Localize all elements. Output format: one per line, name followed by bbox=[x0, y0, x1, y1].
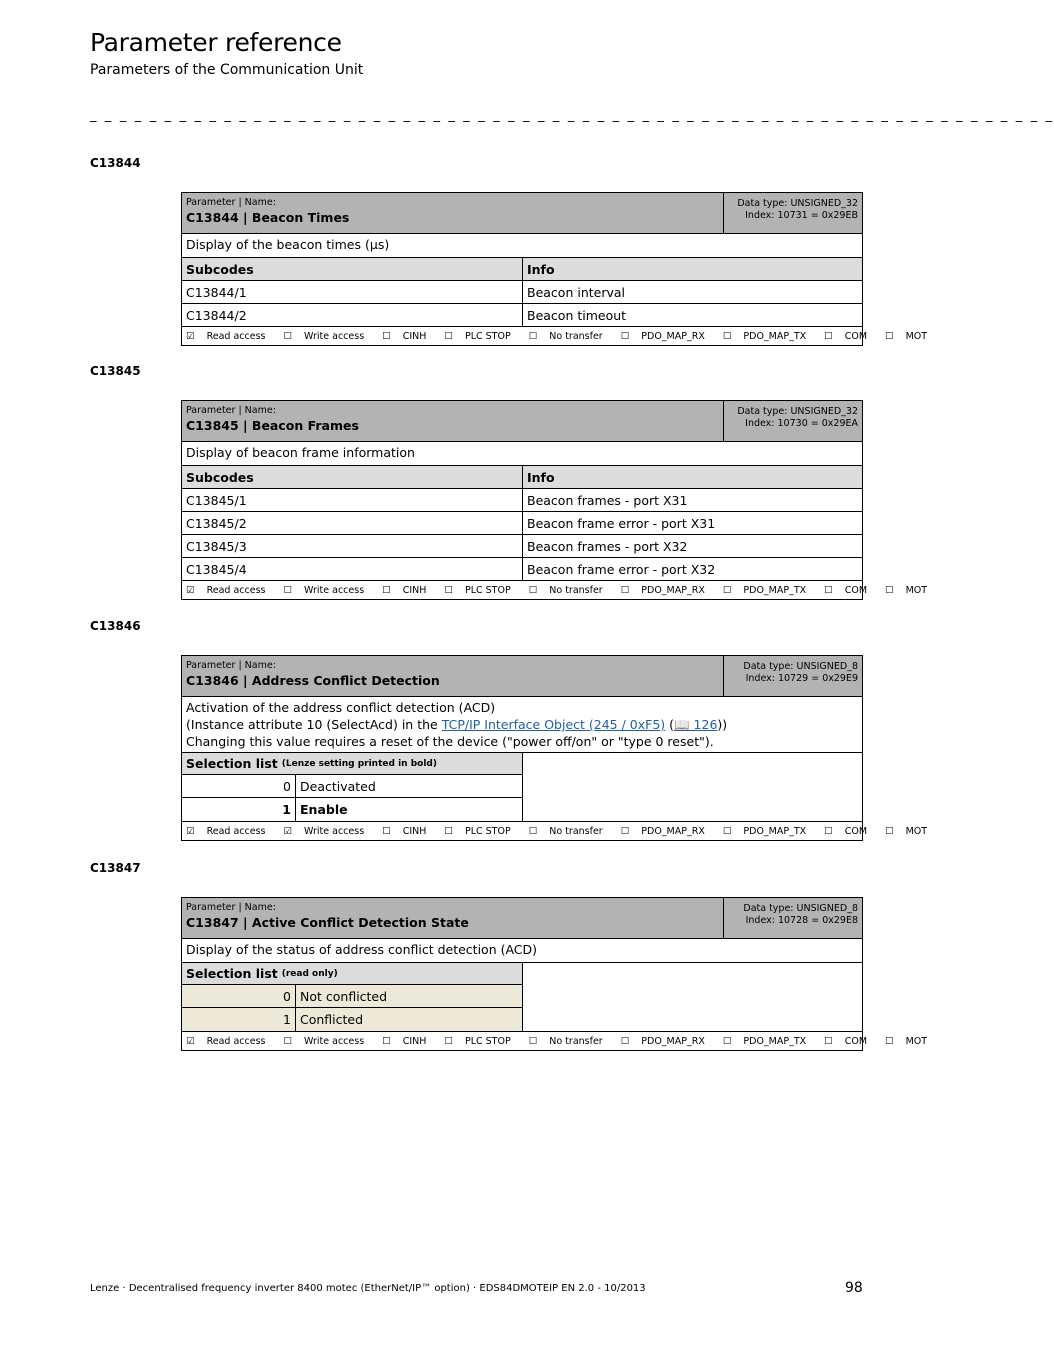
table-header bbox=[182, 898, 862, 938]
access-flags bbox=[182, 821, 928, 840]
table-row bbox=[182, 280, 862, 303]
table-header bbox=[182, 656, 862, 696]
subcode-info: Beacon frame error - port X32 bbox=[527, 561, 716, 577]
checkbox-unchecked-icon: ☐ bbox=[528, 330, 538, 342]
checkbox-unchecked-icon: ☐ bbox=[528, 584, 538, 596]
description-text: (Instance attribute 10 (SelectAcd) in the bbox=[186, 717, 442, 732]
param-table-c13844 bbox=[181, 192, 928, 346]
list-item bbox=[182, 798, 522, 821]
checkbox-unchecked-icon: ☐ bbox=[382, 825, 391, 837]
data-type: Data type: UNSIGNED_8 bbox=[743, 903, 858, 914]
table-row bbox=[182, 303, 862, 326]
section-label-c13844: C13844 bbox=[90, 156, 141, 170]
data-type: Data type: UNSIGNED_8 bbox=[743, 661, 858, 672]
table-row bbox=[182, 511, 862, 534]
page-title: Parameter reference bbox=[90, 28, 342, 57]
data-type: Data type: UNSIGNED_32 bbox=[737, 406, 858, 417]
subcode: C13844/1 bbox=[182, 281, 523, 303]
flag-read: Read access bbox=[206, 330, 266, 342]
checkbox-unchecked-icon: ☐ bbox=[824, 584, 833, 596]
checkbox-unchecked-icon: ☐ bbox=[824, 1035, 833, 1047]
access-flags bbox=[182, 580, 928, 599]
checkbox-unchecked-icon: ☐ bbox=[722, 584, 732, 596]
subcode: C13845/4 bbox=[182, 558, 523, 580]
checkbox-unchecked-icon: ☐ bbox=[382, 1035, 391, 1047]
flag-cinh: CINH bbox=[402, 825, 427, 837]
description-line bbox=[186, 716, 727, 733]
flag-mot: MOT bbox=[905, 825, 928, 837]
checkbox-unchecked-icon: ☐ bbox=[620, 584, 630, 596]
description-text: )) bbox=[717, 717, 728, 732]
selection-label: Selection list bbox=[186, 756, 278, 771]
description: Display of the status of address conflict detection (ACD) bbox=[186, 942, 538, 957]
param-name-label: Parameter | Name: bbox=[186, 405, 276, 416]
flag-cinh: CINH bbox=[402, 1035, 427, 1047]
flag-write: Write access bbox=[304, 584, 365, 596]
checkbox-unchecked-icon: ☐ bbox=[620, 330, 630, 342]
page-subtitle: Parameters of the Communication Unit bbox=[90, 62, 364, 78]
subcodes-header: Subcodes bbox=[182, 258, 523, 280]
flag-pdo-tx: PDO_MAP_TX bbox=[743, 825, 807, 837]
access-flags bbox=[182, 326, 928, 345]
description: Display of beacon frame information bbox=[186, 445, 415, 460]
table-row bbox=[182, 557, 862, 580]
item-value: 0 bbox=[182, 985, 296, 1007]
item-label: Conflicted bbox=[300, 1012, 364, 1027]
page-number: 98 bbox=[845, 1280, 863, 1296]
param-name: C13846 | Address Conflict Detection bbox=[186, 673, 440, 688]
selection-label: Selection list bbox=[186, 966, 278, 981]
flag-read: Read access bbox=[206, 1035, 266, 1047]
list-item bbox=[182, 985, 522, 1008]
flag-pdo-rx: PDO_MAP_RX bbox=[641, 1035, 705, 1047]
flag-no-transfer: No transfer bbox=[549, 330, 603, 342]
flag-pdo-tx: PDO_MAP_TX bbox=[743, 584, 807, 596]
checkbox-unchecked-icon: ☐ bbox=[283, 584, 292, 596]
index: Index: 10730 = 0x29EA bbox=[745, 418, 858, 429]
item-value: 1 bbox=[182, 798, 296, 821]
item-value: 0 bbox=[182, 775, 296, 797]
checkbox-checked-icon: ☑ bbox=[186, 1035, 195, 1047]
selection-list-header bbox=[182, 753, 522, 775]
item-value: 1 bbox=[182, 1008, 296, 1031]
flag-no-transfer: No transfer bbox=[549, 1035, 603, 1047]
item-label: Not conflicted bbox=[300, 988, 388, 1004]
checkbox-unchecked-icon: ☐ bbox=[824, 825, 833, 837]
flag-read: Read access bbox=[206, 584, 266, 596]
subcode-info: Beacon timeout bbox=[527, 307, 627, 323]
checkbox-unchecked-icon: ☐ bbox=[283, 330, 292, 342]
table-header bbox=[182, 193, 862, 233]
section-label-c13847: C13847 bbox=[90, 861, 141, 875]
footer-text: Lenze · Decentralised frequency inverter 8400 motec (EtherNet/IP™ option) · EDS84DMOTEIP EN 2.0 - 10/2013 bbox=[90, 1283, 646, 1294]
table-row bbox=[182, 488, 862, 511]
subcode: C13845/1 bbox=[182, 489, 523, 511]
checkbox-unchecked-icon: ☐ bbox=[885, 825, 894, 837]
flag-plc-stop: PLC STOP bbox=[464, 330, 511, 342]
access-flags bbox=[182, 1031, 928, 1050]
flag-plc-stop: PLC STOP bbox=[464, 584, 511, 596]
flag-pdo-rx: PDO_MAP_RX bbox=[641, 330, 705, 342]
flag-mot: MOT bbox=[905, 1035, 928, 1047]
checkbox-unchecked-icon: ☐ bbox=[283, 1035, 292, 1047]
checkbox-unchecked-icon: ☐ bbox=[444, 1035, 453, 1047]
flag-write: Write access bbox=[304, 330, 365, 342]
data-type: Data type: UNSIGNED_32 bbox=[737, 198, 858, 209]
checkbox-unchecked-icon: ☐ bbox=[444, 584, 453, 596]
subcode-info: Beacon interval bbox=[527, 284, 625, 300]
flag-cinh: CINH bbox=[402, 330, 427, 342]
selection-note: (read only) bbox=[281, 968, 338, 979]
flag-cinh: CINH bbox=[402, 584, 427, 596]
selection-list-header bbox=[182, 963, 522, 985]
description-text: ( bbox=[665, 717, 675, 732]
item-label: Enable bbox=[300, 802, 348, 817]
checkbox-checked-icon: ☑ bbox=[186, 330, 195, 342]
description: Display of the beacon times (µs) bbox=[186, 237, 390, 252]
flag-write: Write access bbox=[304, 1035, 365, 1047]
checkbox-checked-icon: ☑ bbox=[186, 584, 195, 596]
flag-no-transfer: No transfer bbox=[549, 584, 603, 596]
flag-plc-stop: PLC STOP bbox=[464, 1035, 511, 1047]
flag-com: COM bbox=[844, 825, 868, 837]
flag-pdo-rx: PDO_MAP_RX bbox=[641, 584, 705, 596]
subcode-info: Beacon frames - port X31 bbox=[527, 492, 688, 508]
param-name: C13847 | Active Conflict Detection State bbox=[186, 915, 469, 930]
checkbox-unchecked-icon: ☐ bbox=[824, 330, 833, 342]
subcode: C13844/2 bbox=[182, 304, 523, 326]
checkbox-unchecked-icon: ☐ bbox=[382, 584, 391, 596]
list-item bbox=[182, 1008, 522, 1031]
checkbox-checked-icon: ☑ bbox=[283, 825, 292, 837]
checkbox-unchecked-icon: ☐ bbox=[885, 584, 894, 596]
info-header: Info bbox=[527, 261, 555, 277]
flag-write: Write access bbox=[304, 825, 365, 837]
param-name: C13845 | Beacon Frames bbox=[186, 418, 359, 433]
checkbox-unchecked-icon: ☐ bbox=[722, 825, 732, 837]
table-row bbox=[182, 534, 862, 557]
param-table-c13846 bbox=[181, 655, 928, 841]
flag-mot: MOT bbox=[905, 330, 928, 342]
item-label: Deactivated bbox=[300, 778, 376, 794]
checkbox-unchecked-icon: ☐ bbox=[528, 1035, 538, 1047]
checkbox-unchecked-icon: ☐ bbox=[444, 330, 453, 342]
tcpip-object-link[interactable]: TCP/IP Interface Object (245 / 0xF5) bbox=[441, 717, 666, 732]
flag-mot: MOT bbox=[905, 584, 928, 596]
divider: _ _ _ _ _ _ _ _ _ _ _ _ _ _ _ _ _ _ _ _ _ _ _ _ _ _ _ _ _ _ _ _ _ _ _ _ _ _ _ _ _ _ _ _ _ _ _ _ _ _ _ _ _ _ _ _ _ _ _ _ _ _ _ _ _ bbox=[90, 108, 1054, 123]
flag-pdo-rx: PDO_MAP_RX bbox=[641, 825, 705, 837]
checkbox-checked-icon: ☑ bbox=[186, 825, 195, 837]
param-name-label: Parameter | Name: bbox=[186, 660, 276, 671]
index: Index: 10731 = 0x29EB bbox=[745, 210, 858, 221]
checkbox-unchecked-icon: ☐ bbox=[444, 825, 453, 837]
flag-com: COM bbox=[844, 330, 868, 342]
subcode: C13845/3 bbox=[182, 535, 523, 557]
checkbox-unchecked-icon: ☐ bbox=[885, 1035, 894, 1047]
checkbox-unchecked-icon: ☐ bbox=[620, 1035, 630, 1047]
param-name: C13844 | Beacon Times bbox=[186, 210, 350, 225]
description bbox=[182, 697, 731, 752]
checkbox-unchecked-icon: ☐ bbox=[885, 330, 894, 342]
checkbox-unchecked-icon: ☐ bbox=[722, 330, 732, 342]
subcode-info: Beacon frames - port X32 bbox=[527, 538, 688, 554]
checkbox-unchecked-icon: ☐ bbox=[722, 1035, 732, 1047]
flag-com: COM bbox=[844, 584, 868, 596]
flag-no-transfer: No transfer bbox=[549, 825, 603, 837]
param-table-c13847 bbox=[181, 897, 928, 1051]
subcode: C13845/2 bbox=[182, 512, 523, 534]
flag-com: COM bbox=[844, 1035, 868, 1047]
param-table-c13845 bbox=[181, 400, 928, 600]
subcodes-header: Subcodes bbox=[182, 466, 523, 488]
param-name-label: Parameter | Name: bbox=[186, 902, 276, 913]
flag-read: Read access bbox=[206, 825, 266, 837]
param-name-label: Parameter | Name: bbox=[186, 197, 276, 208]
flag-pdo-tx: PDO_MAP_TX bbox=[743, 1035, 807, 1047]
description-line: Changing this value requires a reset of the device ("power off/on" or "type 0 reset"). bbox=[186, 734, 714, 749]
flag-plc-stop: PLC STOP bbox=[464, 825, 511, 837]
description-line: Activation of the address conflict detection (ACD) bbox=[186, 700, 496, 715]
page-ref-link[interactable]: 📖 126 bbox=[674, 717, 718, 732]
selection-note: (Lenze setting printed in bold) bbox=[281, 758, 437, 769]
checkbox-unchecked-icon: ☐ bbox=[528, 825, 538, 837]
info-header: Info bbox=[527, 469, 555, 485]
flag-pdo-tx: PDO_MAP_TX bbox=[743, 330, 807, 342]
index: Index: 10728 = 0x29E8 bbox=[745, 915, 858, 926]
section-label-c13846: C13846 bbox=[90, 619, 141, 633]
checkbox-unchecked-icon: ☐ bbox=[382, 330, 391, 342]
section-label-c13845: C13845 bbox=[90, 364, 141, 378]
subcode-info: Beacon frame error - port X31 bbox=[527, 515, 716, 531]
list-item bbox=[182, 775, 522, 798]
index: Index: 10729 = 0x29E9 bbox=[745, 673, 858, 684]
checkbox-unchecked-icon: ☐ bbox=[620, 825, 630, 837]
table-header bbox=[182, 401, 862, 441]
